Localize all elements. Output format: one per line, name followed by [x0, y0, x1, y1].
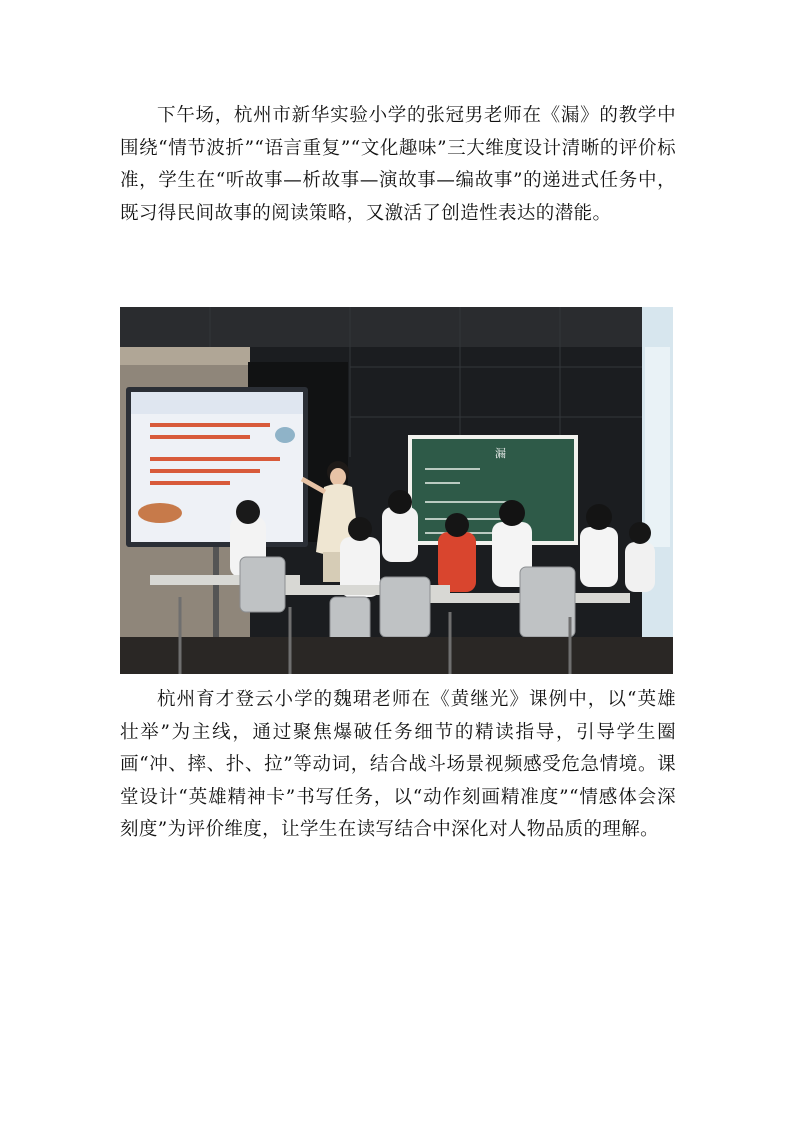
- paragraph-1: 下午场，杭州市新华实验小学的张冠男老师在《漏》的教学中围绕“情节波折”“语言重复”“文化趣味”三大维度设计清晰的评价标准，学生在“听故事—析故事—演故事—编故事”的递进式任务中，既习得民间故事的阅读策略，又激活了创造性表达的潜能。: [120, 105, 676, 224]
- paragraph-2: 杭州育才登云小学的魏珺老师在《黄继光》课例中，以“英雄壮举”为主线，通过聚焦爆破任务细节的精读指导，引导学生圈画“冲、摔、扑、拉”等动词，结合战斗场景视频感受危急情境。课堂设计“英雄精神卡”书写任务，以“动作刻画精准度”“情感体会深刻度”为评价维度，让学生在读写结合中深化对人物品质的理解。: [120, 689, 676, 840]
- blackboard-heading: 漏: [495, 447, 506, 460]
- classroom-photo: [120, 307, 673, 674]
